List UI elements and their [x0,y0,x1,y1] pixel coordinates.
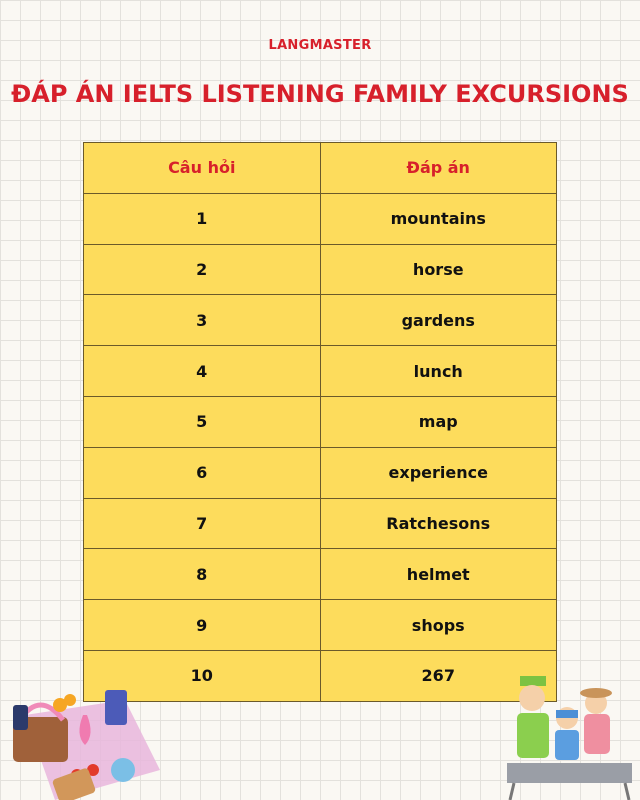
brand-logo: LANGMASTER [268,38,372,53]
question-number-cell: 6 [84,447,321,498]
picnic-illustration [5,675,165,800]
answer-cell: experience [320,447,557,498]
answer-cell: helmet [320,549,557,600]
question-number-cell: 3 [84,295,321,346]
header-question: Câu hỏi [84,143,321,194]
question-number-cell: 1 [84,193,321,244]
answer-cell: map [320,396,557,447]
answer-cell: horse [320,244,557,295]
table-row [84,549,557,600]
question-number-cell: 8 [84,549,321,600]
table-row [84,498,557,549]
question-number-cell: 4 [84,346,321,397]
table-row [84,600,557,651]
table-row [84,447,557,498]
answer-cell: 267 [320,650,557,701]
table-row [84,295,557,346]
answer-cell: mountains [320,193,557,244]
question-number-cell: 10 [84,650,321,701]
table-row [84,346,557,397]
table-header-row [84,143,557,194]
question-number-cell: 5 [84,396,321,447]
table-row [84,396,557,447]
answer-table [83,142,557,702]
question-number-cell: 7 [84,498,321,549]
question-number-cell: 9 [84,600,321,651]
table-row [84,244,557,295]
page-title: ĐÁP ÁN IELTS LISTENING FAMILY EXCURSIONS [11,80,629,108]
question-number-cell: 2 [84,244,321,295]
answer-cell: lunch [320,346,557,397]
table-row [84,193,557,244]
answer-cell: gardens [320,295,557,346]
answer-cell: shops [320,600,557,651]
answer-cell: Ratchesons [320,498,557,549]
bbq-family-illustration [492,668,640,800]
header-answer: Đáp án [320,143,557,194]
